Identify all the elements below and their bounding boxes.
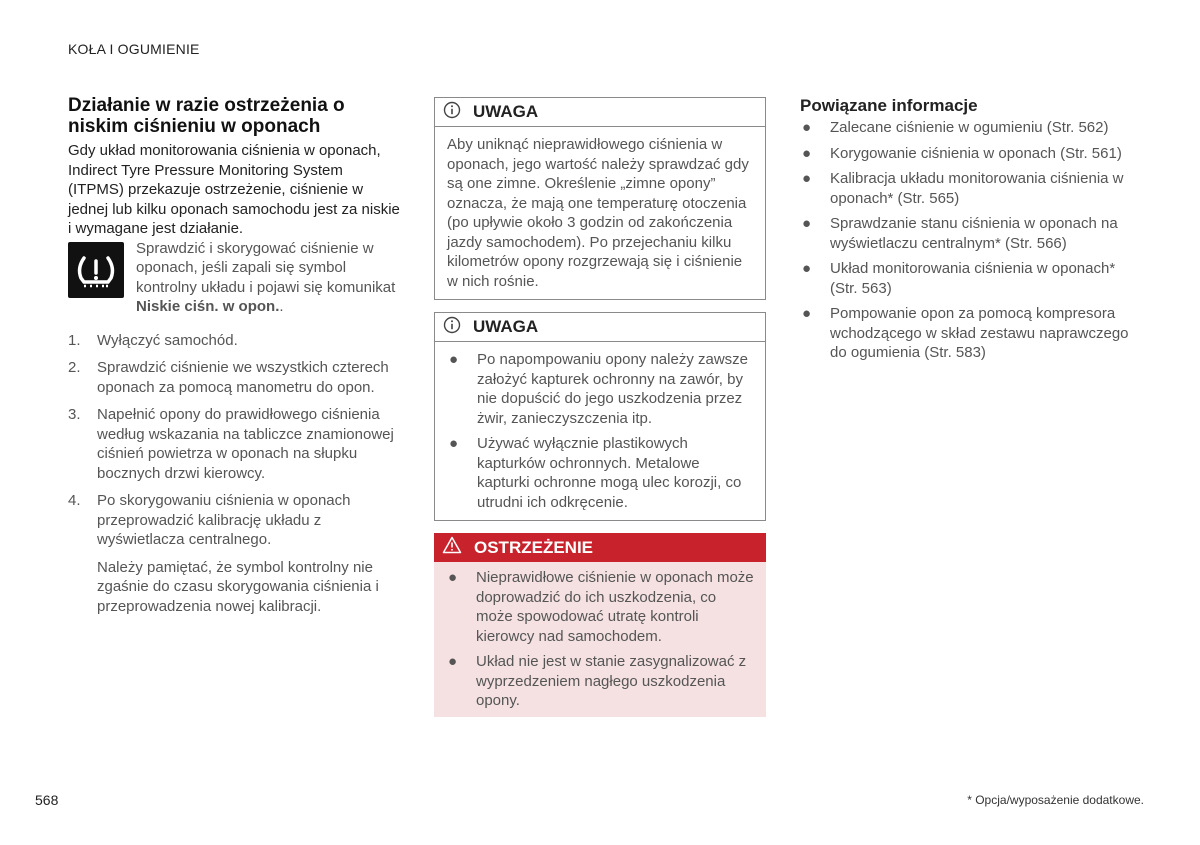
related-link-text[interactable]: Zalecane ciśnienie w ogumieniu (Str. 562) <box>830 119 1109 136</box>
related-title: Powiązane informacje <box>800 96 978 115</box>
related-info <box>800 96 1135 369</box>
note-title: UWAGA <box>473 317 539 336</box>
step-text: Napełnić opony do prawidłowego ciśnienia według wskazania na tabliczce znamionowej ciśnień powietrza w oponach na słupku bocznych drzwi kierowcy. <box>97 406 394 482</box>
info-icon <box>443 101 461 124</box>
warning-body <box>434 562 766 725</box>
list-item: ● Nieprawidłowe ciśnienie w oponach może doprowadzić do ich uszkodzenia, co może spowodować utratę kontroli kierowcy nad samochodem. <box>448 569 754 645</box>
page-title: Działanie w razie ostrzeżenia o niskim ciśnieniu w oponach <box>68 95 345 137</box>
related-link-text[interactable]: Układ monitorowania ciśnienia w oponach* (Str. 563) <box>830 260 1116 297</box>
related-link[interactable]: ● Kalibracja układu monitorowania ciśnienia w oponach* (Str. 565) <box>800 169 1135 208</box>
related-list <box>800 118 1135 363</box>
step-text: Wyłączyć samochód. <box>97 331 238 349</box>
main-column <box>68 95 400 616</box>
icon-instruction-suffix: . <box>279 298 284 315</box>
section-header: KOŁA I OGUMIENIE <box>68 41 200 57</box>
note-header <box>435 98 765 127</box>
warning-triangle-icon <box>442 536 462 559</box>
warning-box <box>434 533 766 717</box>
list-item: ● Układ nie jest w stanie zasygnalizować z wyprzedzeniem nagłego uszkodzenia opony. <box>446 652 754 711</box>
note-body <box>435 342 765 520</box>
warning-header <box>434 533 766 562</box>
step-number: 2. <box>68 359 81 376</box>
list-item: ● Po napompowaniu opony należy zawsze założyć kapturek ochronny na zawór, by nie dopuścić do jego uszkodzenia przez żwir, zanieczyszczenia itp. <box>447 350 753 428</box>
steps-list <box>68 331 400 550</box>
related-link[interactable]: ● Układ monitorowania ciśnienia w oponach* (Str. 563) <box>800 259 1135 298</box>
note-list <box>447 350 753 512</box>
note-title: UWAGA <box>473 102 539 121</box>
step-number: 1. <box>68 331 81 349</box>
related-link[interactable]: ● Pompowanie opon za pomocą kompresora wchodzącego w skład zestawu naprawczego do ogumienia (Str. 583) <box>800 304 1135 363</box>
message-name: Niskie ciśn. w opon. <box>136 298 280 315</box>
related-link-text[interactable]: Sprawdzanie stanu ciśnienia w oponach na wyświetlaczu centralnym* (Str. 566) <box>830 215 1118 252</box>
step-number: 4. <box>68 492 81 509</box>
tyre-pressure-warning-icon <box>68 242 124 298</box>
note-item-text: Używać wyłącznie plastikowych kapturków ochronnych. Metalowe kapturki ochronne mogą ulec korozji, co utrudni ich odkręcenie. <box>477 435 742 511</box>
page-number: 568 <box>35 792 59 808</box>
step-number: 3. <box>68 406 81 423</box>
note-header <box>435 313 765 342</box>
icon-instruction-text <box>136 239 400 317</box>
related-link-text[interactable]: Korygowanie ciśnienia w oponach (Str. 561) <box>830 144 1122 162</box>
step-text: Po skorygowaniu ciśnienia w oponach przeprowadzić kalibrację układu z wyświetlacza centralnego. <box>97 492 351 548</box>
list-item: ● Używać wyłącznie plastikowych kapturków ochronnych. Metalowe kapturki ochronne mogą ulec korozji, co utrudni ich odkręcenie. <box>447 434 753 512</box>
related-link-text[interactable]: Pompowanie opon za pomocą kompresora wchodzącego w skład zestawu naprawczego do ogumienia (Str. 583) <box>830 305 1129 361</box>
intro-paragraph: Gdy układ monitorowania ciśnienia w oponach, Indirect Tyre Pressure Monitoring System (ITPMS) przekazuje ostrzeżenie, ciśnienie w jednej lub kilku oponach samochodu jest za niskie i wymagane jest działanie. <box>68 142 400 237</box>
related-link[interactable]: ● Sprawdzanie stanu ciśnienia w oponach na wyświetlaczu centralnym* (Str. 566) <box>800 214 1135 253</box>
note-body: Aby uniknąć nieprawidłowego ciśnienia w oponach, jego wartość należy sprawdzać gdy są one zimne. Określenie „zimne opony” oznacza, że mają one temperaturę otoczenia (po upływie około 3 godzin od zakończenia jazdy samochodem). Po przejechaniu kilku kilometrów opony rozgrzewają się i ciśnienie w nich rośnie. <box>447 136 749 290</box>
list-item <box>68 331 400 351</box>
note-box-cold-tyres <box>434 97 766 300</box>
footnote: * Opcja/wyposażenie dodatkowe. <box>967 793 1144 807</box>
icon-instruction <box>68 239 400 317</box>
list-item <box>68 358 400 397</box>
info-icon <box>443 316 461 339</box>
list-item <box>68 405 400 483</box>
warning-item-text: Układ nie jest w stanie zasygnalizować z wyprzedzeniem nagłego uszkodzenia opony. <box>476 653 747 709</box>
related-link[interactable]: ● Korygowanie ciśnienia w oponach (Str. 561) <box>802 144 1122 162</box>
icon-instruction-body: Sprawdzić i skorygować ciśnienie w oponach, jeśli zapali się symbol kontrolny układu i pojawi się komunikat <box>136 239 396 296</box>
step-note: Należy pamiętać, że symbol kontrolny nie zgaśnie do czasu skorygowania ciśnienia i przeprowadzenia nowej kalibracji. <box>97 558 379 615</box>
warning-title: OSTRZEŻENIE <box>474 537 594 557</box>
step-text: Sprawdzić ciśnienie we wszystkich czterech oponach za pomocą manometru do opon. <box>97 359 389 396</box>
warning-item-text: Nieprawidłowe ciśnienie w oponach może doprowadzić do ich uszkodzenia, co może spowodować utratę kontroli kierowcy nad samochodem. <box>476 569 754 645</box>
list-item <box>68 491 400 550</box>
note-item-text: Po napompowaniu opony należy zawsze założyć kapturek ochronny na zawór, by nie dopuścić do jego uszkodzenia przez żwir, zanieczyszczenia itp. <box>477 351 749 427</box>
related-link-text[interactable]: Kalibracja układu monitorowania ciśnienia w oponach* (Str. 565) <box>830 170 1124 207</box>
related-link[interactable]: ● Zalecane ciśnienie w ogumieniu (Str. 562) <box>802 119 1109 136</box>
warning-list <box>446 568 754 711</box>
note-box-valve-caps <box>434 312 766 521</box>
